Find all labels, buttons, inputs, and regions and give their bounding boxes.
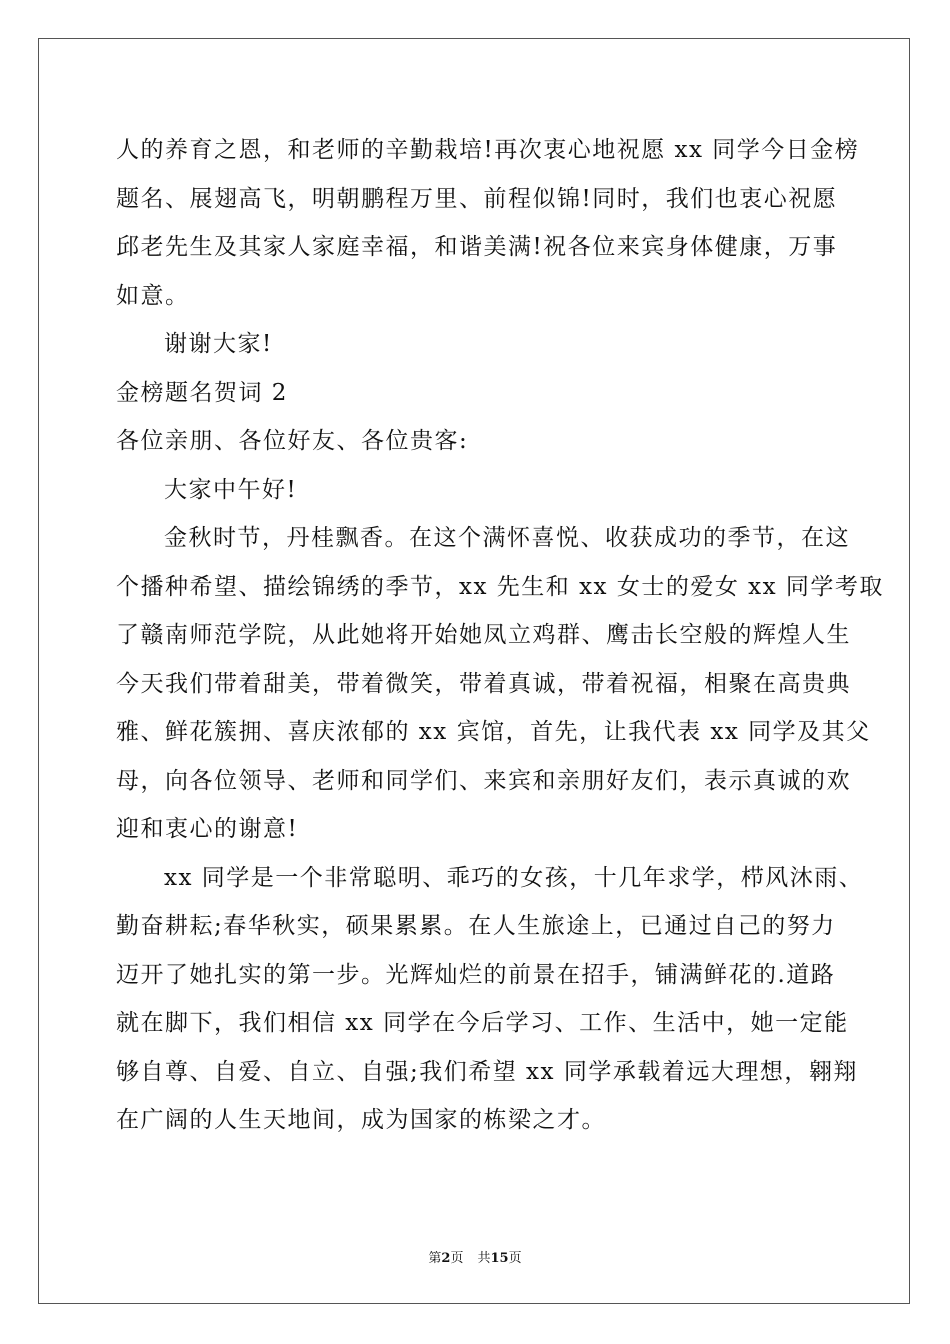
text-line: 迈开了她扎实的第一步。光辉灿烂的前景在招手，铺满鲜花的.道路: [116, 961, 836, 988]
text-line: 金秋时节，丹桂飘香。在这个满怀喜悦、收获成功的季节，在这: [164, 525, 850, 551]
text-line: 谢谢大家!: [164, 331, 273, 357]
text-line: 雅、鲜花簇拥、喜庆浓郁的 xx 宾馆，首先，让我代表 xx 同学及其父: [116, 719, 871, 745]
page-footer: [0, 1250, 950, 1268]
text-line: 各位亲朋、各位好友、各位贵客:: [116, 428, 469, 454]
text-line: 就在脚下，我们相信 xx 同学在今后学习、工作、生活中，她一定能: [116, 1010, 849, 1036]
text-line: 今天我们带着甜美，带着微笑，带着真诚，带着祝福，相聚在高贵典: [116, 670, 851, 697]
text-line: xx 同学是一个非常聪明、乖巧的女孩，十几年求学，栉风沐雨、: [164, 864, 864, 891]
text-line: 金榜题名贺词 2: [116, 379, 288, 406]
text-line: 题名、展翅高飞，明朝鹏程万里、前程似锦!同时，我们也衷心祝愿: [116, 185, 838, 212]
page-total: 15: [490, 1251, 509, 1266]
text-line: 母，向各位领导、老师和同学们、来宾和亲朋好友们，表示真诚的欢: [116, 767, 851, 794]
total-unit: 页: [508, 1251, 522, 1266]
page-prefix: 第: [428, 1251, 442, 1266]
text-line: 大家中午好!: [164, 476, 298, 503]
page-unit: 页: [450, 1251, 464, 1266]
text-line: 勤奋耕耘;春华秋实，硕果累累。在人生旅途上，已通过自己的努力: [116, 913, 836, 939]
text-line: 在广阔的人生天地间，成为国家的栋梁之才。: [116, 1107, 606, 1133]
text-line: 个播种希望、描绘锦绣的季节，xx 先生和 xx 女士的爱女 xx 同学考取: [116, 573, 884, 600]
document-body: [116, 126, 884, 1145]
text-line: 邱老先生及其家人家庭幸福，和谐美满!祝各位来宾身体健康，万事: [116, 234, 838, 260]
text-line: 够自尊、自爱、自立、自强;我们希望 xx 同学承载着远大理想，翱翔: [116, 1058, 858, 1085]
text-line: 迎和衷心的谢意!: [116, 816, 299, 842]
total-prefix: 共: [477, 1251, 491, 1266]
page-current: 2: [441, 1251, 451, 1266]
text-line: 如意。: [116, 282, 190, 309]
text-line: 人的养育之恩，和老师的辛勤栽培!再次衷心地祝愿 xx 同学今日金榜: [116, 137, 860, 163]
text-line: 了赣南师范学院，从此她将开始她凤立鸡群、鹰击长空般的辉煌人生: [116, 622, 851, 648]
